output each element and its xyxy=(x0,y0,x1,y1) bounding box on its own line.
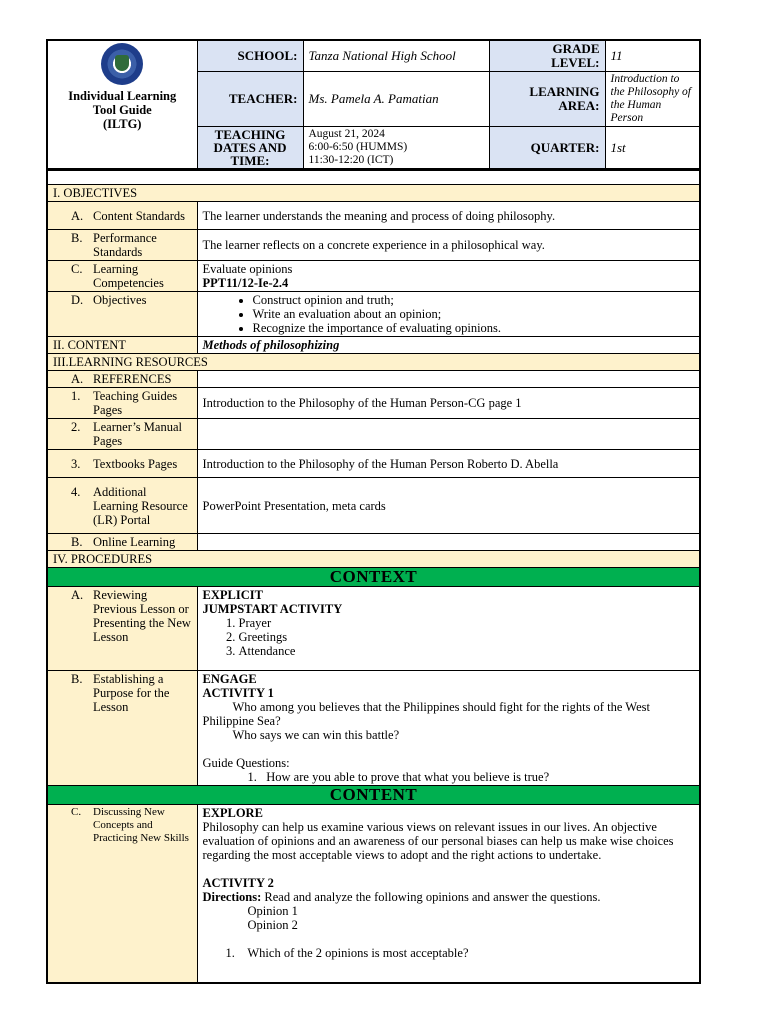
context-banner: CONTEXT xyxy=(47,568,700,587)
competencies-value: Evaluate opinions PPT11/12-Ie-2.4 xyxy=(197,261,700,292)
school-logo-cell xyxy=(47,40,197,169)
purpose-content: ENGAGE ACTIVITY 1 Who among you believes that the Philippines should fight for the rights of the West Philippine Sea? Who says we can win this battle? Guide Questions: 1. How are you able to prove that what you believe is true? xyxy=(197,671,700,786)
procedures-heading: IV. PROCEDURES xyxy=(47,551,700,568)
dates-value: August 21, 2024 6:00-6:50 (HUMMS) 11:30-12:20 (ICT) xyxy=(303,127,489,170)
list-item: 2. Greetings xyxy=(239,630,695,644)
dates-label: TEACHING DATES AND TIME: xyxy=(197,127,303,170)
learning-area-label: LEARNING AREA: xyxy=(489,72,605,127)
school-label: SCHOOL: xyxy=(197,40,303,72)
tool-title: Individual Learning Tool Guide (ILTG) xyxy=(68,89,177,131)
objectives-label: D. Objectives xyxy=(47,292,197,337)
online-learning-value xyxy=(197,534,700,551)
content-banner: CONTENT xyxy=(47,786,700,805)
quarter-label: QUARTER: xyxy=(489,127,605,170)
list-item: 3. Attendance xyxy=(239,644,695,658)
teacher-label: TEACHER: xyxy=(197,72,303,127)
objectives-heading: I. OBJECTIVES xyxy=(47,185,700,202)
content-standards-label: A. Content Standards xyxy=(47,202,197,230)
review-label: A. Reviewing Previous Lesson or Presenting the New Lesson xyxy=(47,587,197,671)
spacer-row xyxy=(47,171,700,185)
textbooks-label: 3. Textbooks Pages xyxy=(47,450,197,478)
teaching-guides-value: Introduction to the Philosophy of the Human Person-CG page 1 xyxy=(197,388,700,419)
quarter-value: 1st xyxy=(605,127,700,170)
teaching-guides-label: 1. Teaching Guides Pages xyxy=(47,388,197,419)
deped-seal-icon xyxy=(101,43,143,85)
review-content: EXPLICIT JUMPSTART ACTIVITY 1. Prayer 2. Greetings 3. Attendance xyxy=(197,587,700,671)
lr-portal-value: PowerPoint Presentation, meta cards xyxy=(197,478,700,534)
school-value: Tanza National High School xyxy=(303,40,489,72)
purpose-label: B. Establishing a Purpose for the Lesson xyxy=(47,671,197,786)
learning-resources-heading: III.LEARNING RESOURCES xyxy=(47,354,700,371)
competency-code: PPT11/12-Ie-2.4 xyxy=(202,276,289,290)
references-label: A. REFERENCES xyxy=(47,371,197,388)
discuss-label: C. Discussing New Concepts and Practicing New Skills xyxy=(47,805,197,983)
header-table xyxy=(46,39,701,170)
references-value xyxy=(197,371,700,388)
performance-standards-value: The learner reflects on a concrete experience in a philosophical way. xyxy=(197,230,700,261)
grade-label: GRADE LEVEL: xyxy=(489,40,605,72)
teacher-value: Ms. Pamela A. Pamatian xyxy=(303,72,489,127)
list-item: • Recognize the importance of evaluating opinions. xyxy=(253,321,695,335)
list-item: • Construct opinion and truth; xyxy=(253,293,695,307)
list-item: • Write an evaluation about an opinion; xyxy=(253,307,695,321)
learners-manual-value xyxy=(197,419,700,450)
grade-value: 11 xyxy=(605,40,700,72)
content-label: II. CONTENT xyxy=(47,337,197,354)
learning-area-value: Introduction to the Philosophy of the Human Person xyxy=(605,72,700,127)
lr-portal-label: 4. Additional Learning Resource (LR) Portal xyxy=(47,478,197,534)
objectives-list xyxy=(197,292,700,337)
content-standards-value: The learner understands the meaning and process of doing philosophy. xyxy=(197,202,700,230)
performance-standards-label: B. Performance Standards xyxy=(47,230,197,261)
lesson-plan-page xyxy=(46,39,701,984)
competencies-label: C. Learning Competencies xyxy=(47,261,197,292)
list-item: 1. Prayer xyxy=(239,616,695,630)
discuss-content: EXPLORE Philosophy can help us examine various views on relevant issues in our lives. An objective evaluation of opinions and an awareness of our personal biases can help us make wise choices regarding the most acceptable views to adopt and the right actions to undertake. ACTIVITY 2 Directions: Read and analyze the following opinions and answer the questions. Opinion 1 Opinion 2 1. Which of the 2 opinions is most acceptable? xyxy=(197,805,700,983)
body-table xyxy=(46,170,701,984)
learners-manual-label: 2. Learner’s Manual Pages xyxy=(47,419,197,450)
content-value: Methods of philosophizing xyxy=(197,337,700,354)
online-learning-label: B. Online Learning xyxy=(47,534,197,551)
textbooks-value: Introduction to the Philosophy of the Human Person Roberto D. Abella xyxy=(197,450,700,478)
